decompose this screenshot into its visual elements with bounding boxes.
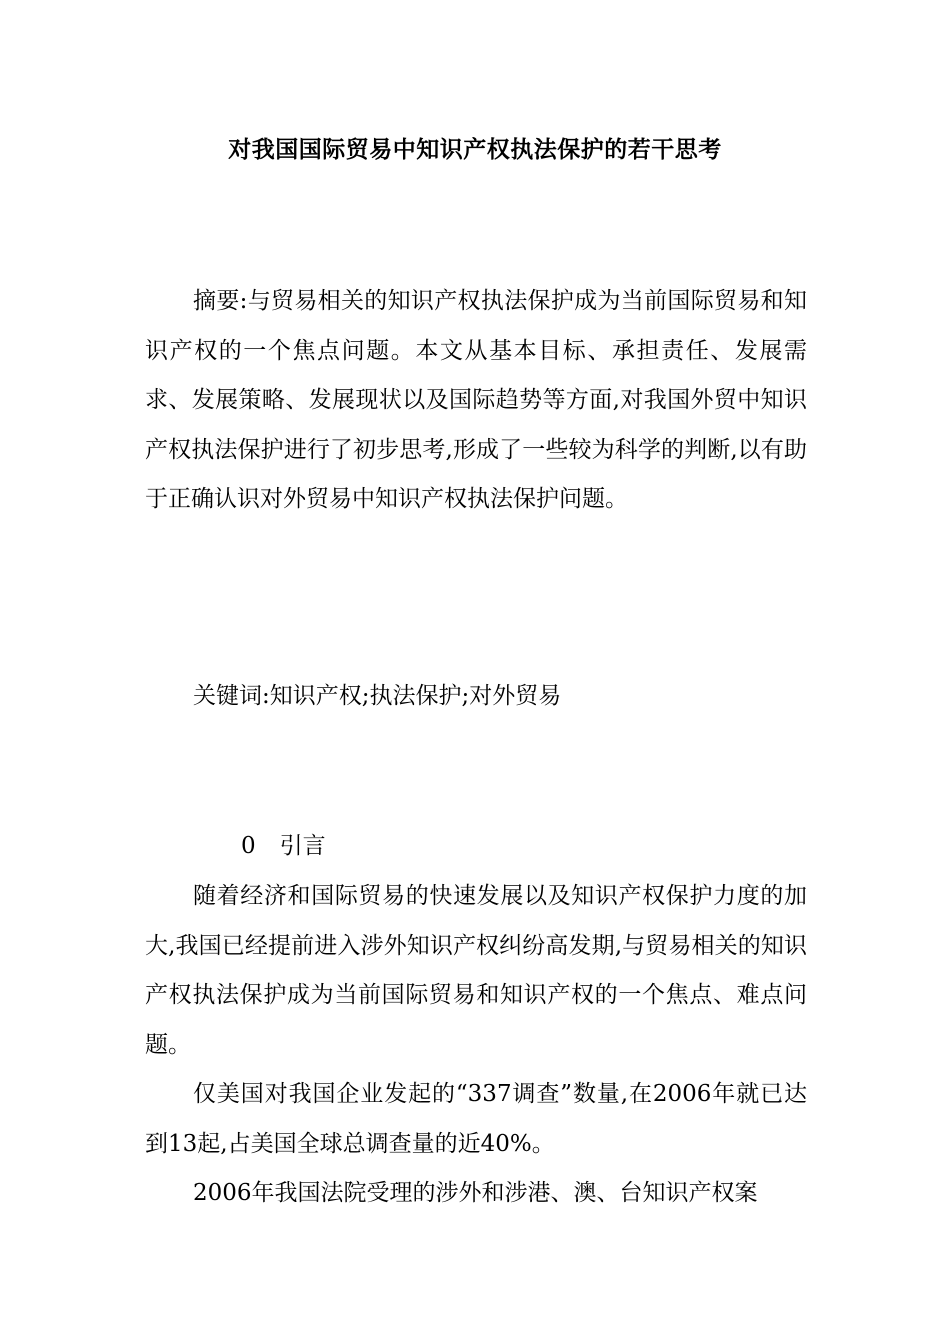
- abstract-paragraph: 摘要:与贸易相关的知识产权执法保护成为当前国际贸易和知识产权的一个焦点问题。本文从基本目标、承担责任、发展需求、发展策略、发展现状以及国际趋势等方面,对我国外贸中知识产权执法保护进行了初步思考,形成了一些较为科学的判断,以有助于正确认识对外贸易中知识产权执法保护问题。: [145, 288, 807, 512]
- section-heading: [145, 822, 807, 872]
- body-paragraph: 仅美国对我国企业发起的“337调查”数量,在2006年就已达到13起,占美国全球总调查量的近40%。: [145, 1081, 807, 1157]
- document-title: 对我国国际贸易中知识产权执法保护的若干思考: [228, 136, 722, 163]
- keywords-line: 关键词:知识产权;执法保护;对外贸易: [193, 683, 562, 709]
- body-text: [145, 872, 807, 1219]
- body-paragraph: 2006年我国法院受理的涉外和涉港、澳、台知识产权案: [193, 1180, 758, 1206]
- section-title: 引言: [279, 833, 326, 859]
- section-number: 0: [241, 833, 256, 859]
- body-paragraph: 随着经济和国际贸易的快速发展以及知识产权保护力度的加大,我国已经提前进入涉外知识产权纠纷高发期,与贸易相关的知识产权执法保护成为当前国际贸易和知识产权的一个焦点、难点问题。: [145, 883, 807, 1058]
